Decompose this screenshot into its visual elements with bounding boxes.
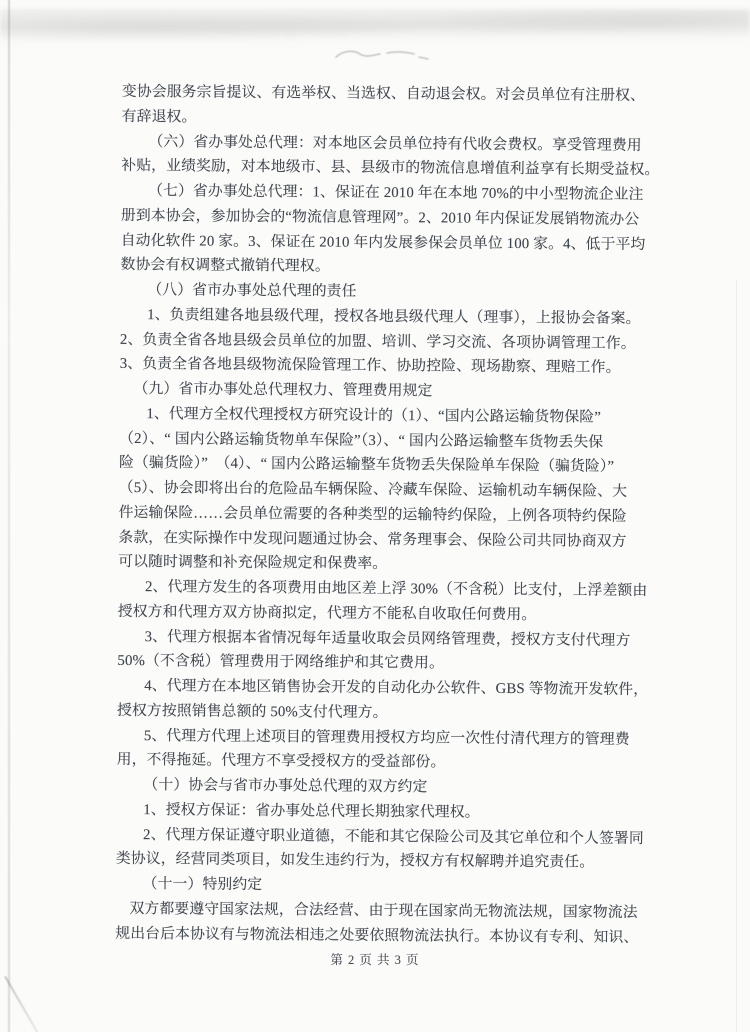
text-line: 授权方和代理方双方协商拟定，代理方不能私自收取任何费用。 [117,603,537,623]
text-line: 1、授权方保证：省办事处总代理长期独家代理权。 [143,801,480,821]
text-line: 1、代理方全权代理授权方研究设计的（1）、“国内公路运输货物保险” [146,405,602,426]
text-line: 用，不得拖延。代理方不享受授权方的受益部份。 [116,752,446,771]
text-line: （十一）特别约定 [142,876,263,894]
text-line: （六）省办事处总代理：对本地区会员单位持有代收会费权。享受管理费用 [148,133,642,154]
text-line: 件运输保险……会员单位需要的各种类型的运输特约保险，上例各项特约保险 [118,504,627,525]
text-line: 类协议，经营同类项目，如发生违约行为，授权方有权解聘并追究责任。 [115,851,595,871]
page-number-footer: 第 2 页 共 3 页 [330,953,420,967]
text-line: 条款，在实际操作中发现问题通过协会、常务理事会、保险公司共同协商双方 [118,529,627,550]
pen-smudge-mark [330,42,442,68]
text-line: （十）协会与省市办事处总代理的双方约定 [143,777,428,796]
text-line: 4、代理方在本地区销售协会开发的自动化办公软件、GBS 等物流开发软件， [144,678,649,699]
text-line: 双方都要遵守国家法规，合法经营、由于现在国家尚无物流法规，国家物流法 [129,900,638,921]
document-body [115,80,660,950]
text-line: 3、代理方根据本省情况每年适量收取会员网络管理费，授权方支付代理方 [144,628,631,649]
text-line: （七）省办事处总代理：1、保证在 2010 年在本地 70%的中小型物流企业注 [148,183,644,204]
text-line: 规出台后本协议有与物流法相违之处要依照物流法执行。本协议有专利、知识、 [115,925,639,946]
text-line: 变协会服务宗旨提议、有选举权、当选权、自动退会权。对会员单位有注册权、 [121,83,646,105]
text-line: 2、负责全省各地县级会员单位的加盟、培训、学习交流、各项协调管理工作。 [119,331,636,352]
text-line: 可以随时调整和补充保险规定和保费率。 [118,554,388,573]
text-line: 5、代理方代理上述项目的管理费用授权方均应一次性付清代理方的管理费 [143,727,630,748]
text-line: 册到本协会，参加协会的“物流信息管理网”。2、2010 年内保证发展销物流办公 [120,207,640,228]
text-line: 险（骗货险）” （4）、“ 国内公路运输整车货物丢失保险单车保险（骗货险）” [118,455,615,476]
text-line: 有辞退权。 [121,108,197,126]
text-line: 2、代理方发生的各项费用由地区差上浮 30%（不含税）比支付，上浮差额由 [144,579,648,600]
text-line: 1、负责组建各地县级代理，授权各地县级代理人（理事），上报协会备案。 [147,306,641,327]
text-line: （八）省市办事处总代理的责任 [147,282,357,300]
text-line: 2、代理方保证遵守职业道德，不能和其它保险公司及其它单位和个人签署同 [143,826,644,847]
text-line: 自动化软件 20 家。3、保证在 2010 年内发展参保会员单位 100 家。4、低于平均 [120,232,646,253]
page-right-edge-line [736,280,737,1032]
text-line: 补贴，业绩奖励，对本地级市、县、县级市的物流信息增值利益享有长期受益权。 [121,158,660,179]
page-left-edge-line [8,0,10,1032]
text-line: 数协会有权调整式撤销代理权。 [120,257,330,275]
text-line: 3、负责全省各地县级物流保险管理工作、协助控险、现场勘察、理赔工作。 [119,356,621,377]
text-line: （5）、协会即将出台的危险品车辆保险、冷藏车保险、运输机动车辆保险、大 [118,479,628,500]
text-line: 50%（不含税）管理费用于网络维护和其它费用。 [117,653,445,672]
text-line: （2）、“ 国内公路运输货物单车保险”（3）、“ 国内公路运输整车货物丢失保 [119,430,604,451]
text-line: 授权方按照销售总额的 50%支付代理方。 [116,702,388,721]
text-line: （九）省市办事处总代理权力、管理费用规定 [133,381,433,400]
